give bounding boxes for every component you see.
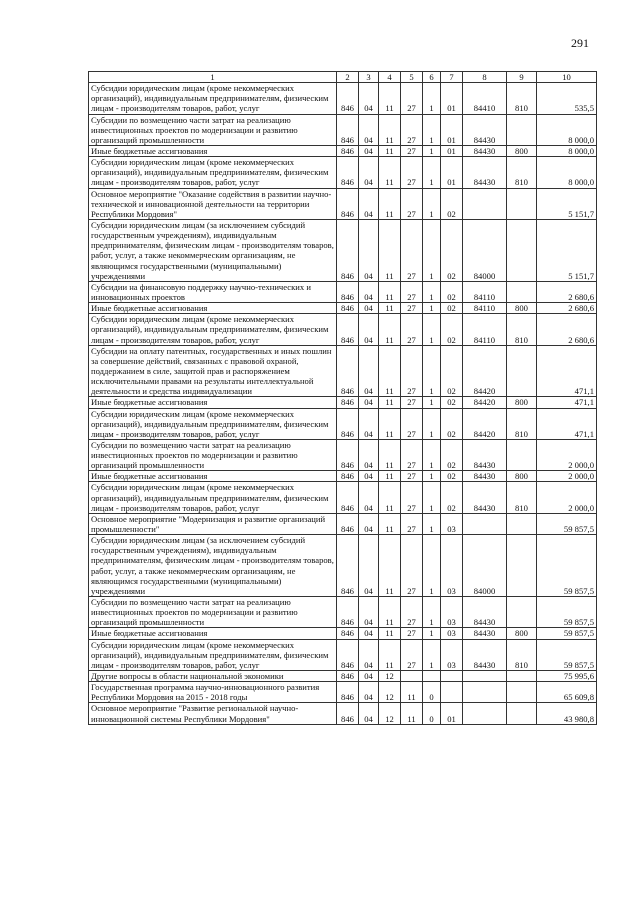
table-row	[89, 345, 597, 397]
program-cell: 27	[401, 482, 423, 513]
activity-cell: 02	[441, 303, 463, 314]
activity-cell: 02	[441, 482, 463, 513]
activity-cell: 01	[441, 114, 463, 145]
amount-cell: 2 680,6	[537, 314, 597, 345]
subsection-cell: 11	[379, 188, 401, 219]
program-cell	[401, 671, 423, 682]
direction-code-cell: 84430	[463, 482, 507, 513]
subsection-cell: 11	[379, 345, 401, 397]
direction-code-cell: 84430	[463, 628, 507, 639]
direction-code-cell: 84430	[463, 471, 507, 482]
section-cell: 04	[359, 397, 379, 408]
budget-table	[88, 71, 597, 725]
expense-type-cell: 800	[507, 397, 537, 408]
table-row	[89, 281, 597, 302]
activity-cell: 02	[441, 219, 463, 281]
ministry-code-cell: 846	[337, 703, 359, 724]
subsection-cell: 11	[379, 628, 401, 639]
subprogram-cell: 1	[423, 408, 441, 439]
expense-type-cell: 810	[507, 314, 537, 345]
ministry-code-cell: 846	[337, 482, 359, 513]
subprogram-cell: 1	[423, 345, 441, 397]
expense-type-cell: 800	[507, 303, 537, 314]
activity-cell: 02	[441, 188, 463, 219]
subsection-cell: 11	[379, 219, 401, 281]
table-row	[89, 513, 597, 534]
direction-code-cell: 84410	[463, 83, 507, 114]
amount-cell: 8 000,0	[537, 145, 597, 156]
table-row	[89, 628, 597, 639]
ministry-code-cell: 846	[337, 535, 359, 597]
direction-code-cell: 84430	[463, 639, 507, 670]
program-cell: 27	[401, 535, 423, 597]
section-cell: 04	[359, 219, 379, 281]
section-cell: 04	[359, 157, 379, 188]
subprogram-cell: 1	[423, 281, 441, 302]
expense-type-cell	[507, 703, 537, 724]
table-body	[89, 83, 597, 725]
column-header: 10	[537, 72, 597, 83]
column-header: 4	[379, 72, 401, 83]
subsection-cell: 11	[379, 597, 401, 628]
ministry-code-cell: 846	[337, 83, 359, 114]
activity-cell: 03	[441, 628, 463, 639]
table-row	[89, 597, 597, 628]
item-name-cell: Иные бюджетные ассигнования	[89, 303, 337, 314]
activity-cell: 02	[441, 314, 463, 345]
table-row	[89, 83, 597, 114]
ministry-code-cell: 846	[337, 345, 359, 397]
subprogram-cell: 1	[423, 439, 441, 470]
direction-code-cell: 84110	[463, 303, 507, 314]
item-name-cell: Иные бюджетные ассигнования	[89, 145, 337, 156]
amount-cell: 471,1	[537, 408, 597, 439]
table-row	[89, 439, 597, 470]
section-cell: 04	[359, 682, 379, 703]
amount-cell: 2 680,6	[537, 303, 597, 314]
item-name-cell: Субсидии по возмещению части затрат на реализацию инвестиционных проектов по модернизации и развитию организаций промышленности	[89, 597, 337, 628]
expense-type-cell: 810	[507, 83, 537, 114]
expense-type-cell	[507, 219, 537, 281]
program-cell: 27	[401, 397, 423, 408]
amount-cell: 75 995,6	[537, 671, 597, 682]
ministry-code-cell: 846	[337, 397, 359, 408]
amount-cell: 8 000,0	[537, 114, 597, 145]
activity-cell: 03	[441, 535, 463, 597]
subsection-cell: 12	[379, 671, 401, 682]
subsection-cell: 11	[379, 439, 401, 470]
subsection-cell: 11	[379, 303, 401, 314]
ministry-code-cell: 846	[337, 628, 359, 639]
item-name-cell: Субсидии юридическим лицам (за исключением субсидий государственным учреждениям), индивидуальным предпринимателям, физическим лицам - производителям товаров, работ, услуг, а также некоммерческим организациям, не являющимся государственными (муниципальными) учреждениями	[89, 535, 337, 597]
expense-type-cell: 810	[507, 639, 537, 670]
direction-code-cell	[463, 703, 507, 724]
program-cell: 27	[401, 219, 423, 281]
subsection-cell: 11	[379, 281, 401, 302]
subsection-cell: 11	[379, 639, 401, 670]
item-name-cell: Субсидии юридическим лицам (кроме некоммерческих организаций), индивидуальным предпринимателям, физическим лицам - производителям товаров, работ, услуг	[89, 314, 337, 345]
amount-cell: 59 857,5	[537, 639, 597, 670]
ministry-code-cell: 846	[337, 639, 359, 670]
subprogram-cell: 1	[423, 628, 441, 639]
direction-code-cell: 84430	[463, 114, 507, 145]
table-row	[89, 408, 597, 439]
column-header: 2	[337, 72, 359, 83]
expense-type-cell	[507, 535, 537, 597]
expense-type-cell	[507, 281, 537, 302]
column-header: 9	[507, 72, 537, 83]
expense-type-cell: 800	[507, 471, 537, 482]
program-cell: 27	[401, 639, 423, 670]
expense-type-cell	[507, 439, 537, 470]
program-cell: 11	[401, 682, 423, 703]
amount-cell: 471,1	[537, 345, 597, 397]
subprogram-cell: 1	[423, 219, 441, 281]
program-cell: 27	[401, 83, 423, 114]
page-number: 291	[571, 36, 589, 50]
table-row	[89, 671, 597, 682]
amount-cell: 2 000,0	[537, 471, 597, 482]
expense-type-cell: 810	[507, 157, 537, 188]
program-cell: 27	[401, 145, 423, 156]
amount-cell: 59 857,5	[537, 513, 597, 534]
table-row	[89, 219, 597, 281]
direction-code-cell: 84110	[463, 281, 507, 302]
table-row	[89, 397, 597, 408]
item-name-cell: Субсидии по возмещению части затрат на реализацию инвестиционных проектов по модернизации и развитию организаций промышленности	[89, 114, 337, 145]
subprogram-cell: 1	[423, 114, 441, 145]
table-row	[89, 682, 597, 703]
subprogram-cell: 1	[423, 597, 441, 628]
expense-type-cell: 810	[507, 482, 537, 513]
program-cell: 27	[401, 345, 423, 397]
section-cell: 04	[359, 314, 379, 345]
table-row	[89, 114, 597, 145]
subprogram-cell: 1	[423, 471, 441, 482]
expense-type-cell: 810	[507, 408, 537, 439]
amount-cell: 2 000,0	[537, 439, 597, 470]
section-cell: 04	[359, 628, 379, 639]
subprogram-cell: 1	[423, 535, 441, 597]
item-name-cell: Субсидии на финансовую поддержку научно-технических и инновационных проектов	[89, 281, 337, 302]
direction-code-cell	[463, 513, 507, 534]
amount-cell: 471,1	[537, 397, 597, 408]
table-row	[89, 639, 597, 670]
subsection-cell: 11	[379, 83, 401, 114]
section-cell: 04	[359, 513, 379, 534]
ministry-code-cell: 846	[337, 157, 359, 188]
section-cell: 04	[359, 535, 379, 597]
amount-cell: 2 680,6	[537, 281, 597, 302]
table-row	[89, 157, 597, 188]
table-row	[89, 471, 597, 482]
item-name-cell: Основное мероприятие "Развитие региональной научно-инновационной системы Республики Мордовия"	[89, 703, 337, 724]
section-cell: 04	[359, 482, 379, 513]
direction-code-cell	[463, 682, 507, 703]
program-cell: 27	[401, 188, 423, 219]
subsection-cell: 11	[379, 471, 401, 482]
ministry-code-cell: 846	[337, 671, 359, 682]
expense-type-cell: 800	[507, 145, 537, 156]
ministry-code-cell: 846	[337, 219, 359, 281]
item-name-cell: Иные бюджетные ассигнования	[89, 471, 337, 482]
section-cell: 04	[359, 114, 379, 145]
amount-cell: 59 857,5	[537, 597, 597, 628]
program-cell: 27	[401, 303, 423, 314]
subsection-cell: 11	[379, 397, 401, 408]
amount-cell: 535,5	[537, 83, 597, 114]
section-cell: 04	[359, 439, 379, 470]
section-cell: 04	[359, 703, 379, 724]
activity-cell: 02	[441, 439, 463, 470]
activity-cell: 02	[441, 471, 463, 482]
ministry-code-cell: 846	[337, 597, 359, 628]
ministry-code-cell: 846	[337, 513, 359, 534]
expense-type-cell	[507, 597, 537, 628]
table-row	[89, 145, 597, 156]
activity-cell: 01	[441, 145, 463, 156]
ministry-code-cell: 846	[337, 145, 359, 156]
section-cell: 04	[359, 188, 379, 219]
activity-cell: 03	[441, 513, 463, 534]
item-name-cell: Субсидии по возмещению части затрат на реализацию инвестиционных проектов по модернизации и развитию организаций промышленности	[89, 439, 337, 470]
direction-code-cell: 84430	[463, 145, 507, 156]
direction-code-cell: 84430	[463, 439, 507, 470]
program-cell: 27	[401, 114, 423, 145]
direction-code-cell: 84110	[463, 314, 507, 345]
amount-cell: 5 151,7	[537, 188, 597, 219]
expense-type-cell	[507, 671, 537, 682]
subsection-cell: 11	[379, 535, 401, 597]
subsection-cell: 11	[379, 145, 401, 156]
item-name-cell: Субсидии юридическим лицам (кроме некоммерческих организаций), индивидуальным предпринимателям, физическим лицам - производителям товаров, работ, услуг	[89, 482, 337, 513]
section-cell: 04	[359, 597, 379, 628]
amount-cell: 5 151,7	[537, 219, 597, 281]
column-header: 3	[359, 72, 379, 83]
activity-cell: 03	[441, 597, 463, 628]
activity-cell	[441, 682, 463, 703]
subsection-cell: 11	[379, 482, 401, 513]
amount-cell: 2 000,0	[537, 482, 597, 513]
column-header: 1	[89, 72, 337, 83]
amount-cell: 59 857,5	[537, 628, 597, 639]
item-name-cell: Субсидии юридическим лицам (кроме некоммерческих организаций), индивидуальным предпринимателям, физическим лицам - производителям товаров, работ, услуг	[89, 157, 337, 188]
ministry-code-cell: 846	[337, 303, 359, 314]
subprogram-cell: 1	[423, 639, 441, 670]
ministry-code-cell: 846	[337, 188, 359, 219]
expense-type-cell	[507, 513, 537, 534]
item-name-cell: Субсидии на оплату патентных, государственных и иных пошлин за совершение действий, связанных с правовой охраной, поддержанием в силе, защитой прав и распоряжением исключительными правами на результаты интеллектуальной деятельности и средства индивидуализации	[89, 345, 337, 397]
direction-code-cell: 84420	[463, 408, 507, 439]
column-header: 5	[401, 72, 423, 83]
column-header: 6	[423, 72, 441, 83]
expense-type-cell	[507, 188, 537, 219]
amount-cell: 43 980,8	[537, 703, 597, 724]
subprogram-cell: 0	[423, 682, 441, 703]
program-cell: 27	[401, 513, 423, 534]
program-cell: 27	[401, 597, 423, 628]
program-cell: 27	[401, 157, 423, 188]
expense-type-cell	[507, 345, 537, 397]
subprogram-cell: 1	[423, 83, 441, 114]
section-cell: 04	[359, 145, 379, 156]
activity-cell: 01	[441, 157, 463, 188]
subsection-cell: 11	[379, 408, 401, 439]
direction-code-cell	[463, 671, 507, 682]
program-cell: 27	[401, 471, 423, 482]
subprogram-cell: 0	[423, 703, 441, 724]
item-name-cell: Субсидии юридическим лицам (кроме некоммерческих организаций), индивидуальным предпринимателям, физическим лицам - производителям товаров, работ, услуг	[89, 408, 337, 439]
subprogram-cell: 1	[423, 303, 441, 314]
direction-code-cell: 84420	[463, 345, 507, 397]
section-cell: 04	[359, 345, 379, 397]
ministry-code-cell: 846	[337, 471, 359, 482]
ministry-code-cell: 846	[337, 281, 359, 302]
subprogram-cell: 1	[423, 314, 441, 345]
direction-code-cell: 84430	[463, 597, 507, 628]
program-cell: 27	[401, 439, 423, 470]
section-cell: 04	[359, 408, 379, 439]
program-cell: 27	[401, 628, 423, 639]
activity-cell: 03	[441, 639, 463, 670]
subsection-cell: 12	[379, 703, 401, 724]
table-row	[89, 703, 597, 724]
subprogram-cell: 1	[423, 482, 441, 513]
subprogram-cell: 1	[423, 157, 441, 188]
table-row	[89, 482, 597, 513]
subprogram-cell	[423, 671, 441, 682]
ministry-code-cell: 846	[337, 114, 359, 145]
expense-type-cell	[507, 682, 537, 703]
item-name-cell: Основное мероприятие "Модернизация и развитие организаций промышленности"	[89, 513, 337, 534]
item-name-cell: Иные бюджетные ассигнования	[89, 397, 337, 408]
column-header: 7	[441, 72, 463, 83]
program-cell: 27	[401, 314, 423, 345]
item-name-cell: Субсидии юридическим лицам (кроме некоммерческих организаций), индивидуальным предпринимателям, физическим лицам - производителям товаров, работ, услуг	[89, 83, 337, 114]
ministry-code-cell: 846	[337, 314, 359, 345]
subsection-cell: 11	[379, 513, 401, 534]
item-name-cell: Основное мероприятие "Оказание содействия в развитии научно-технической и инновационной деятельности на территории Республики Мордовия"	[89, 188, 337, 219]
activity-cell	[441, 671, 463, 682]
activity-cell: 01	[441, 703, 463, 724]
subsection-cell: 11	[379, 157, 401, 188]
expense-type-cell: 800	[507, 628, 537, 639]
amount-cell: 65 609,8	[537, 682, 597, 703]
direction-code-cell: 84000	[463, 535, 507, 597]
item-name-cell: Другие вопросы в области национальной экономики	[89, 671, 337, 682]
direction-code-cell: 84000	[463, 219, 507, 281]
item-name-cell: Иные бюджетные ассигнования	[89, 628, 337, 639]
activity-cell: 02	[441, 345, 463, 397]
item-name-cell: Субсидии юридическим лицам (кроме некоммерческих организаций), индивидуальным предпринимателям, физическим лицам - производителям товаров, работ, услуг	[89, 639, 337, 670]
subsection-cell: 11	[379, 114, 401, 145]
program-cell: 27	[401, 281, 423, 302]
section-cell: 04	[359, 83, 379, 114]
direction-code-cell	[463, 188, 507, 219]
section-cell: 04	[359, 303, 379, 314]
program-cell: 27	[401, 408, 423, 439]
direction-code-cell: 84430	[463, 157, 507, 188]
column-header: 8	[463, 72, 507, 83]
subprogram-cell: 1	[423, 397, 441, 408]
section-cell: 04	[359, 639, 379, 670]
ministry-code-cell: 846	[337, 682, 359, 703]
program-cell: 11	[401, 703, 423, 724]
table-row	[89, 188, 597, 219]
subprogram-cell: 1	[423, 145, 441, 156]
amount-cell: 8 000,0	[537, 157, 597, 188]
activity-cell: 02	[441, 408, 463, 439]
table-row	[89, 303, 597, 314]
activity-cell: 02	[441, 281, 463, 302]
section-cell: 04	[359, 281, 379, 302]
section-cell: 04	[359, 471, 379, 482]
ministry-code-cell: 846	[337, 408, 359, 439]
table-row	[89, 314, 597, 345]
activity-cell: 01	[441, 83, 463, 114]
subprogram-cell: 1	[423, 188, 441, 219]
subprogram-cell: 1	[423, 513, 441, 534]
activity-cell: 02	[441, 397, 463, 408]
section-cell: 04	[359, 671, 379, 682]
direction-code-cell: 84420	[463, 397, 507, 408]
item-name-cell: Государственная программа научно-инновационного развития Республики Мордовия на 2015 - 2018 годы	[89, 682, 337, 703]
subsection-cell: 11	[379, 314, 401, 345]
ministry-code-cell: 846	[337, 439, 359, 470]
amount-cell: 59 857,5	[537, 535, 597, 597]
header-row	[89, 72, 597, 83]
subsection-cell: 12	[379, 682, 401, 703]
expense-type-cell	[507, 114, 537, 145]
table-row	[89, 535, 597, 597]
item-name-cell: Субсидии юридическим лицам (за исключением субсидий государственным учреждениям), индивидуальным предпринимателям, физическим лицам - производителям товаров, работ, услуг, а также некоммерческим организациям, не являющимся государственными (муниципальными) учреждениями	[89, 219, 337, 281]
